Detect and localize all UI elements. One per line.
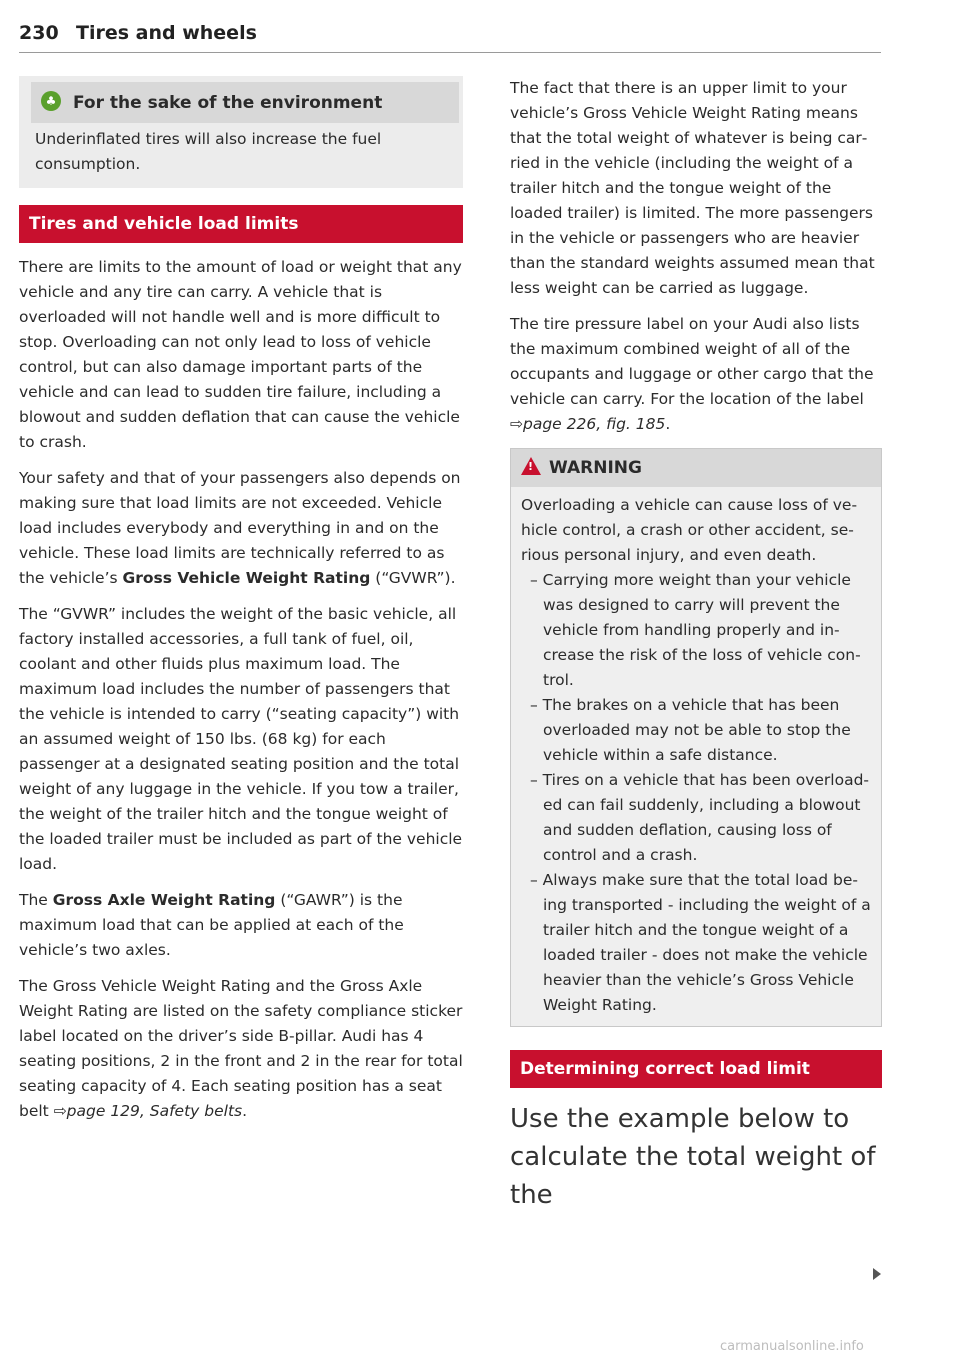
paragraph: The tire pressure label on your Audi also lists the maximum combined weight of all of the occupants and luggage or other cargo that the vehicle can carry. For the location of the label ⇨page 226, fig. 185.: [510, 315, 874, 433]
page-reference-link[interactable]: ⇨page 226, fig. 185: [510, 415, 666, 433]
warning-title: [511, 449, 881, 487]
warning-item: – Always make sure that the total load being transported - including the weight of a trailer hitch and the tongue weight of a loaded trailer - does not make the vehicle heavier than the vehicle’s Gross Vehicle Weight Rating.: [530, 871, 871, 1014]
paragraph: The Gross Axle Weight Rating (“GAWR”) is the maximum load that can be applied at each of the vehicle’s two axles.: [19, 891, 404, 959]
warning-title-text: WARNING: [549, 458, 642, 478]
left-column: [19, 76, 463, 1135]
paragraph: The fact that there is an upper limit to your vehicle’s Gross Vehicle Weight Rating means that the total weight of whatever is being carried in the vehicle (including the weight of a trailer hitch and the tongue weight of the loaded trailer) is limited. The more passengers in the vehicle or passengers who are heavier than the standard weights assumed mean that less weight can be carried as luggage.: [510, 79, 875, 297]
warning-box: [510, 448, 882, 1027]
section-heading-correct-load-limit: Determining correct load limit: [510, 1050, 882, 1088]
environment-note-title-text: For the sake of the environment: [73, 93, 383, 113]
warning-triangle-icon: !: [521, 457, 541, 475]
watermark: carmanualsonline.info: [720, 1339, 864, 1354]
section-title: Tires and wheels: [76, 22, 257, 44]
page-header: [19, 22, 881, 53]
leaf-icon: ♣: [41, 91, 61, 111]
term-gawr: Gross Axle Weight Rating: [52, 891, 276, 909]
warning-item: – Carrying more weight than your vehicle was designed to carry will prevent the vehicle from handling properly and increase the risk of the loss of vehicle control.: [530, 571, 861, 689]
warning-intro: Overloading a vehicle can cause loss of vehicle control, a crash or other accident, serious personal injury, and even death.: [521, 496, 858, 564]
environment-note-body: Underinflated tires will also increase the fuel consumption.: [35, 130, 382, 173]
page-reference-link[interactable]: ⇨page 129, Safety belts: [53, 1102, 243, 1120]
page-number: 230: [19, 22, 59, 44]
warning-body: [511, 487, 881, 1026]
warning-item: – The brakes on a vehicle that has been overloaded may not be able to stop the vehicle within a safe distance.: [530, 696, 851, 764]
paragraph: The “GVWR” includes the weight of the basic vehicle, all factory installed accessories, a full tank of fuel, oil, coolant and other fluids plus maximum load. The maximum load includes the number of passengers that the vehicle is intended to carry (“seating capacity”) with an assumed weight of 150 lbs. (68 kg) for each passenger at a designated seating position and the total weight of any luggage in the vehicle. If you tow a trailer, the weight of the trailer hitch and the tongue weight of the loaded trailer must be included as part of the vehicle load.: [19, 605, 463, 873]
warning-list: [521, 568, 871, 1018]
paragraph: There are limits to the amount of load or weight that any vehicle and any tire can carry. A vehicle that is overloaded will not handle well and is more difficult to stop. Overloading can not only lead to loss of vehicle control, but can also damage important parts of the vehicle and can lead to sudden tire failure, including a blowout and sudden deflation that can cause the vehicle to crash.: [19, 258, 462, 451]
continue-arrow-icon: [873, 1268, 881, 1280]
paragraph: The Gross Vehicle Weight Rating and the Gross Axle Weight Rating are listed on the safety compliance sticker label located on the driver’s side B-pillar. Audi has 4 seating positions, 2 in the front and 2 in the rear for total seating capacity of 4. Each seating position has a seat belt ⇨page 129, Safety belts.: [19, 977, 463, 1120]
term-gvwr: Gross Vehicle Weight Rating: [122, 569, 371, 587]
right-column: [510, 76, 882, 1214]
section-heading-load-limits: Tires and vehicle load limits: [19, 205, 463, 243]
warning-item: – Tires on a vehicle that has been overloaded can fail suddenly, including a blowout and sudden deflation, causing loss of control and a crash.: [530, 771, 870, 864]
environment-note-title: [31, 82, 459, 123]
paragraph: Your safety and that of your passengers also depends on making sure that load limits are not exceeded. Vehicle load includes everybody and everything in and on the vehicle. These load limits are technically referred to as the vehicle’s Gross Vehicle Weight Rating (“GVWR”).: [19, 469, 461, 587]
procedure-heading: Use the example below to calculate the total weight of the: [510, 1104, 876, 1210]
environment-note: [19, 76, 463, 188]
